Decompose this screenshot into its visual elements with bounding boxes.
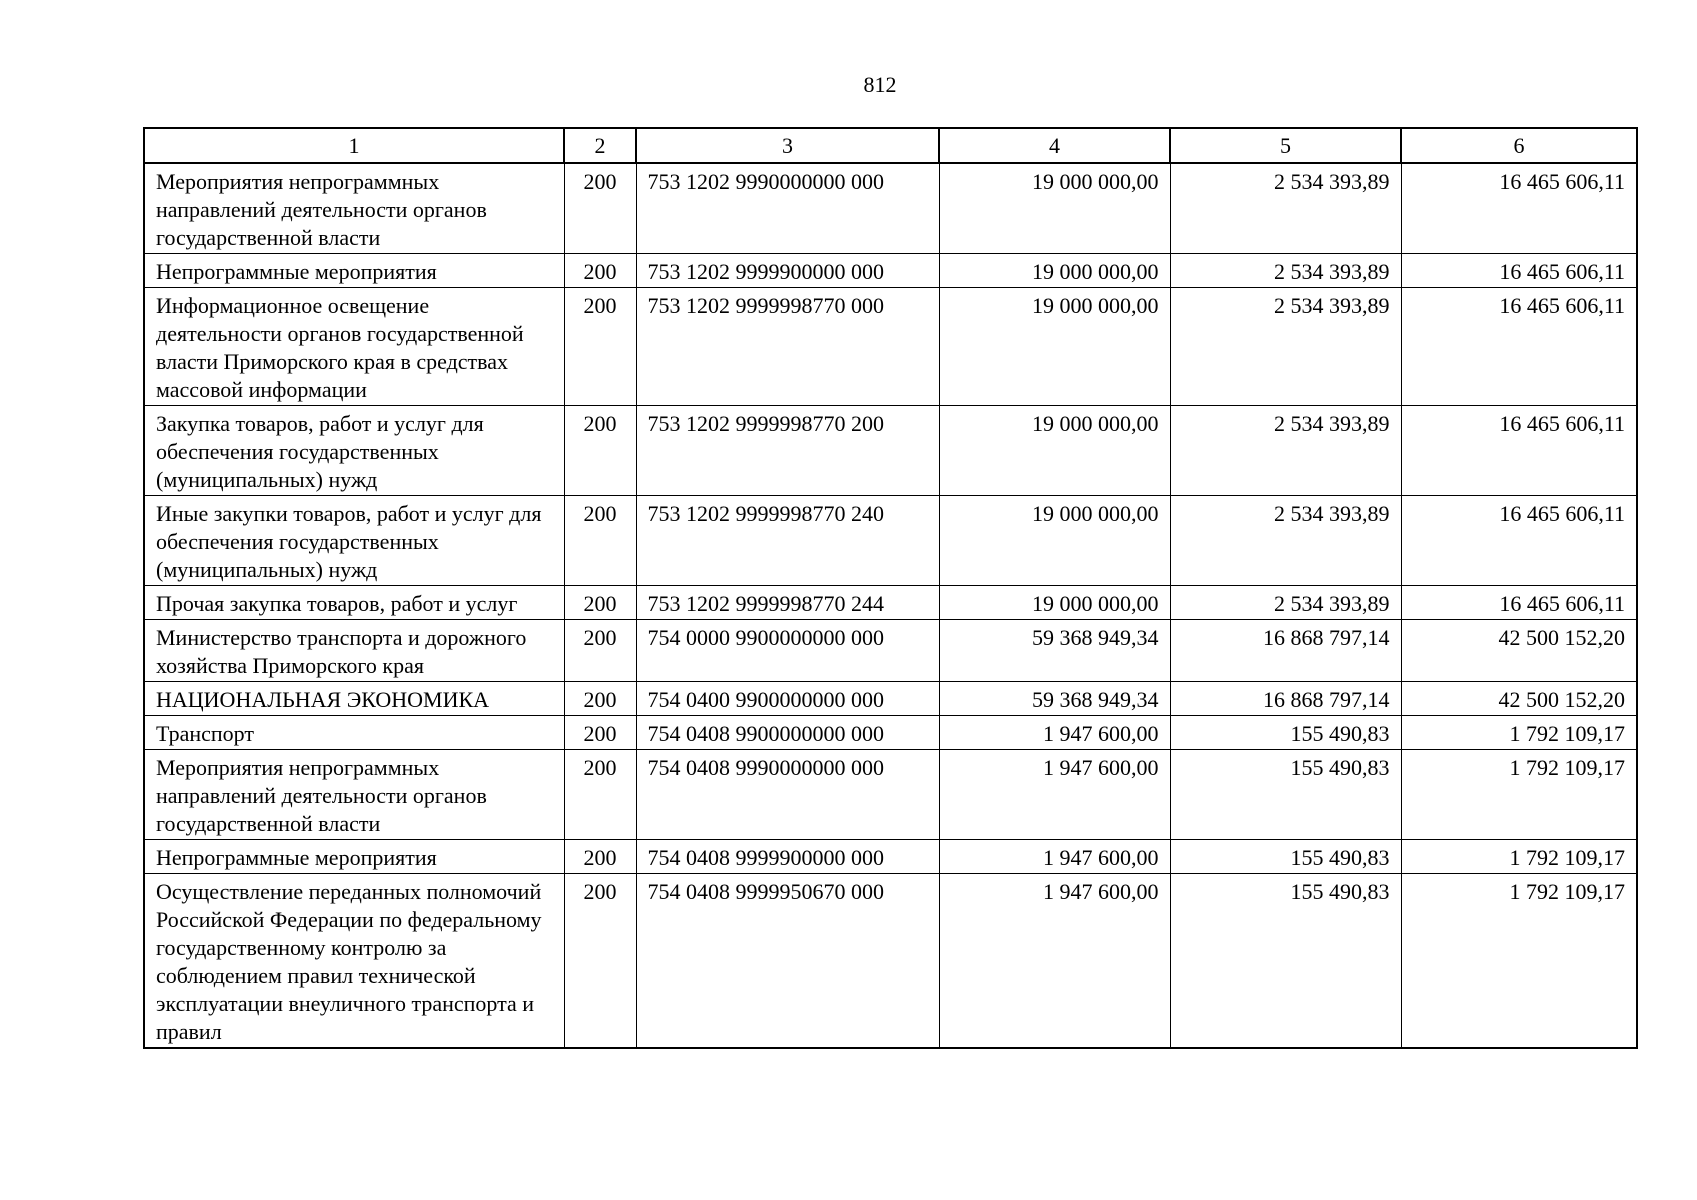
row-approved-cell: 19 000 000,00 — [939, 496, 1170, 586]
column-header: 1 — [144, 128, 564, 163]
row-approved-cell: 19 000 000,00 — [939, 586, 1170, 620]
row-name-cell: Осуществление переданных полномочий Российской Федерации по федеральному государственному контролю за соблюдением правил технической эксплуатации внеуличного транспорта и правил — [144, 874, 564, 1049]
row-name-cell: Транспорт — [144, 716, 564, 750]
row-line-code-cell: 200 — [564, 406, 636, 496]
row-classification-code-cell: 753 1202 9999998770 000 — [636, 288, 939, 406]
row-executed-cell: 2 534 393,89 — [1170, 254, 1401, 288]
row-classification-code-cell: 753 1202 9999900000 000 — [636, 254, 939, 288]
row-line-code-cell: 200 — [564, 750, 636, 840]
table-row — [144, 586, 1637, 620]
row-executed-cell: 16 868 797,14 — [1170, 682, 1401, 716]
row-line-code-cell: 200 — [564, 163, 636, 254]
table-row — [144, 163, 1637, 254]
row-executed-cell: 2 534 393,89 — [1170, 288, 1401, 406]
table-row — [144, 254, 1637, 288]
row-remaining-cell: 16 465 606,11 — [1401, 586, 1637, 620]
row-approved-cell: 1 947 600,00 — [939, 874, 1170, 1049]
row-name-cell: НАЦИОНАЛЬНАЯ ЭКОНОМИКА — [144, 682, 564, 716]
row-remaining-cell: 16 465 606,11 — [1401, 254, 1637, 288]
table-row — [144, 716, 1637, 750]
row-remaining-cell: 16 465 606,11 — [1401, 288, 1637, 406]
row-line-code-cell: 200 — [564, 496, 636, 586]
table-body — [144, 163, 1637, 1048]
row-approved-cell: 19 000 000,00 — [939, 163, 1170, 254]
row-name-cell: Закупка товаров, работ и услуг для обеспечения государственных (муниципальных) нужд — [144, 406, 564, 496]
row-line-code-cell: 200 — [564, 874, 636, 1049]
row-name-cell: Информационное освещение деятельности органов государственной власти Приморского края в средствах массовой информации — [144, 288, 564, 406]
row-remaining-cell: 1 792 109,17 — [1401, 716, 1637, 750]
table-row — [144, 874, 1637, 1049]
row-remaining-cell: 42 500 152,20 — [1401, 620, 1637, 682]
budget-table — [143, 127, 1638, 1049]
column-header: 2 — [564, 128, 636, 163]
column-header: 4 — [939, 128, 1170, 163]
row-executed-cell: 155 490,83 — [1170, 750, 1401, 840]
column-header: 5 — [1170, 128, 1401, 163]
row-approved-cell: 19 000 000,00 — [939, 406, 1170, 496]
row-executed-cell: 2 534 393,89 — [1170, 406, 1401, 496]
row-name-cell: Мероприятия непрограммных направлений деятельности органов государственной власти — [144, 750, 564, 840]
row-classification-code-cell: 754 0408 9900000000 000 — [636, 716, 939, 750]
row-remaining-cell: 16 465 606,11 — [1401, 163, 1637, 254]
row-remaining-cell: 1 792 109,17 — [1401, 750, 1637, 840]
row-classification-code-cell: 753 1202 9999998770 244 — [636, 586, 939, 620]
row-remaining-cell: 42 500 152,20 — [1401, 682, 1637, 716]
row-classification-code-cell: 754 0000 9900000000 000 — [636, 620, 939, 682]
table-row — [144, 620, 1637, 682]
row-remaining-cell: 1 792 109,17 — [1401, 874, 1637, 1049]
row-executed-cell: 16 868 797,14 — [1170, 620, 1401, 682]
row-approved-cell: 59 368 949,34 — [939, 620, 1170, 682]
row-line-code-cell: 200 — [564, 840, 636, 874]
row-classification-code-cell: 753 1202 9999998770 200 — [636, 406, 939, 496]
row-name-cell: Министерство транспорта и дорожного хозяйства Приморского края — [144, 620, 564, 682]
table-row — [144, 750, 1637, 840]
row-remaining-cell: 1 792 109,17 — [1401, 840, 1637, 874]
row-executed-cell: 155 490,83 — [1170, 716, 1401, 750]
row-classification-code-cell: 754 0408 9999900000 000 — [636, 840, 939, 874]
row-remaining-cell: 16 465 606,11 — [1401, 406, 1637, 496]
table-row — [144, 840, 1637, 874]
row-classification-code-cell: 754 0408 9999950670 000 — [636, 874, 939, 1049]
row-line-code-cell: 200 — [564, 620, 636, 682]
row-line-code-cell: 200 — [564, 682, 636, 716]
row-name-cell: Непрограммные мероприятия — [144, 254, 564, 288]
row-executed-cell: 2 534 393,89 — [1170, 163, 1401, 254]
row-approved-cell: 19 000 000,00 — [939, 288, 1170, 406]
row-classification-code-cell: 754 0400 9900000000 000 — [636, 682, 939, 716]
row-name-cell: Непрограммные мероприятия — [144, 840, 564, 874]
row-executed-cell: 155 490,83 — [1170, 874, 1401, 1049]
row-line-code-cell: 200 — [564, 288, 636, 406]
row-approved-cell: 59 368 949,34 — [939, 682, 1170, 716]
row-line-code-cell: 200 — [564, 254, 636, 288]
row-line-code-cell: 200 — [564, 586, 636, 620]
row-name-cell: Прочая закупка товаров, работ и услуг — [144, 586, 564, 620]
table-row — [144, 682, 1637, 716]
table-row — [144, 288, 1637, 406]
table-row — [144, 406, 1637, 496]
row-executed-cell: 2 534 393,89 — [1170, 496, 1401, 586]
row-classification-code-cell: 753 1202 9999998770 240 — [636, 496, 939, 586]
row-classification-code-cell: 753 1202 9990000000 000 — [636, 163, 939, 254]
row-approved-cell: 19 000 000,00 — [939, 254, 1170, 288]
row-name-cell: Мероприятия непрограммных направлений деятельности органов государственной власти — [144, 163, 564, 254]
row-executed-cell: 2 534 393,89 — [1170, 586, 1401, 620]
row-name-cell: Иные закупки товаров, работ и услуг для обеспечения государственных (муниципальных) нужд — [144, 496, 564, 586]
column-header: 3 — [636, 128, 939, 163]
header-row — [144, 128, 1637, 163]
row-approved-cell: 1 947 600,00 — [939, 840, 1170, 874]
column-header: 6 — [1401, 128, 1637, 163]
row-approved-cell: 1 947 600,00 — [939, 716, 1170, 750]
row-classification-code-cell: 754 0408 9990000000 000 — [636, 750, 939, 840]
row-executed-cell: 155 490,83 — [1170, 840, 1401, 874]
row-remaining-cell: 16 465 606,11 — [1401, 496, 1637, 586]
row-approved-cell: 1 947 600,00 — [939, 750, 1170, 840]
table-row — [144, 496, 1637, 586]
page-number: 812 — [863, 72, 897, 97]
row-line-code-cell: 200 — [564, 716, 636, 750]
